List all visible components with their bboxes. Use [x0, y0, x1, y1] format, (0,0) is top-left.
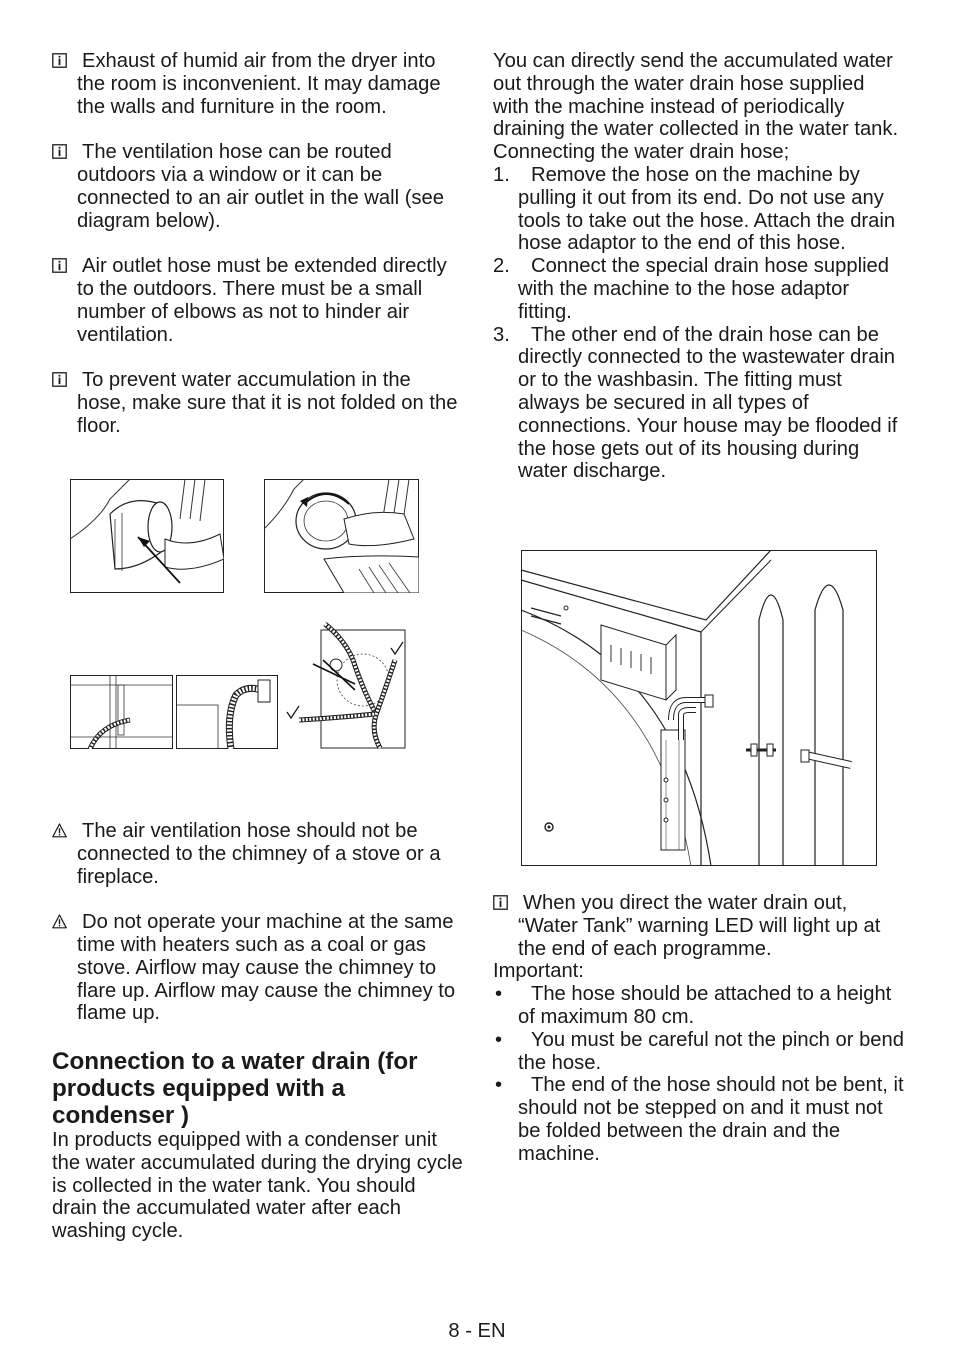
wall-outlet-illustration — [176, 675, 278, 749]
section-body: In products equipped with a condenser unit the water accumulated during the drying cycle is collected in the water tank. You should drain the accumulated water after each washing cycle. — [52, 1128, 463, 1243]
info-note-2 — [52, 141, 464, 232]
list-item — [493, 324, 905, 484]
intro-paragraph: You can directly send the accumulated water out through the water drain hose supplied with the machine instead of periodically draining the water collected in the water tank. — [493, 50, 899, 141]
info-icon — [52, 53, 67, 68]
left-column-lower — [52, 820, 464, 1243]
right-column-lower — [493, 892, 905, 1166]
step-text: Remove the hose on the machine by pulling it out from its end. Do not use any tools to take out the hose. Attach the drain hose adaptor to the end of this hose. — [518, 163, 896, 255]
info-icon — [493, 895, 508, 910]
step-text: The other end of the drain hose can be directly connected to the wastewater drain or to the washbasin. The fitting must always be secured in all types of connections. Your house may be flooded if the hose gets out of its housing during water discharge. — [518, 323, 898, 483]
important-list — [493, 983, 905, 1165]
steps-title: Connecting the water drain hose; — [493, 141, 790, 164]
list-item — [493, 164, 905, 255]
list-item — [493, 255, 905, 323]
info-icon — [52, 372, 67, 387]
important-title: Important: — [493, 960, 584, 983]
warning-icon — [52, 914, 67, 929]
list-item — [493, 1074, 905, 1165]
warning-note-text: Do not operate your machine at the same time with heaters such as a coal or gas stove. Airflow may cause the chimney to flare up. Airflow may cause the chimney to flame up. — [77, 911, 456, 1025]
left-column — [52, 50, 464, 460]
window-outlet-illustration — [70, 675, 173, 749]
warning-note-text: The air ventilation hose should not be connected to the chimney of a stove or a fireplace. — [77, 820, 441, 888]
warning-note-2 — [52, 911, 464, 1025]
section-heading: Connection to a water drain (for products equipped with a condenser ) — [52, 1047, 418, 1129]
info-note-4 — [52, 369, 464, 437]
warning-icon — [52, 823, 67, 838]
warning-note-1 — [52, 820, 464, 888]
step-text: Connect the special drain hose supplied with the machine to the hose adaptor fitting. — [518, 255, 890, 323]
bullet-text: The hose should be attached to a height of maximum 80 cm. — [518, 983, 892, 1028]
info-icon — [52, 258, 67, 273]
step-number: 2. — [493, 255, 510, 278]
hose-routing-diagram — [285, 620, 410, 750]
list-item — [493, 983, 905, 1029]
info-note-3 — [52, 255, 464, 346]
bullet-mark: • — [495, 1074, 503, 1097]
info-note-text: To prevent water accumulation in the hose, make sure that it is not folded on the floor. — [77, 369, 458, 437]
bullet-mark: • — [495, 983, 503, 1006]
drain-hose-illustration — [521, 550, 877, 866]
info-note-1 — [52, 50, 464, 118]
bullet-text: The end of the hose should not be bent, it should not be stepped on and it must not be folded between the drain and the machine. — [518, 1074, 904, 1165]
info-icon — [52, 144, 67, 159]
step-number: 1. — [493, 163, 510, 186]
list-item — [493, 1029, 905, 1075]
hose-attach-illustration-2 — [264, 479, 419, 593]
hose-attach-illustration-1 — [70, 479, 224, 593]
info-note-text: Exhaust of humid air from the dryer into the room is inconvenient. It may damage the walls and furniture in the room. — [77, 50, 441, 118]
bullet-text: You must be careful not the pinch or bend the hose. — [518, 1028, 904, 1074]
steps-list — [493, 164, 905, 483]
info-note-drain — [493, 892, 905, 960]
info-note-text: When you direct the water drain out, “Water Tank” warning LED will light up at the end of each programme. — [518, 892, 881, 960]
info-note-text: The ventilation hose can be routed outdoors via a window or it can be connected to an air outlet in the wall (see diagram below). — [77, 141, 444, 232]
bullet-mark: • — [495, 1028, 503, 1051]
info-note-text: Air outlet hose must be extended directly to the outdoors. There must be a small number of elbows as not to hinder air ventilation. — [77, 255, 447, 346]
right-column — [493, 50, 905, 483]
step-number: 3. — [493, 323, 510, 346]
page-number: 8 - EN — [448, 1320, 506, 1342]
